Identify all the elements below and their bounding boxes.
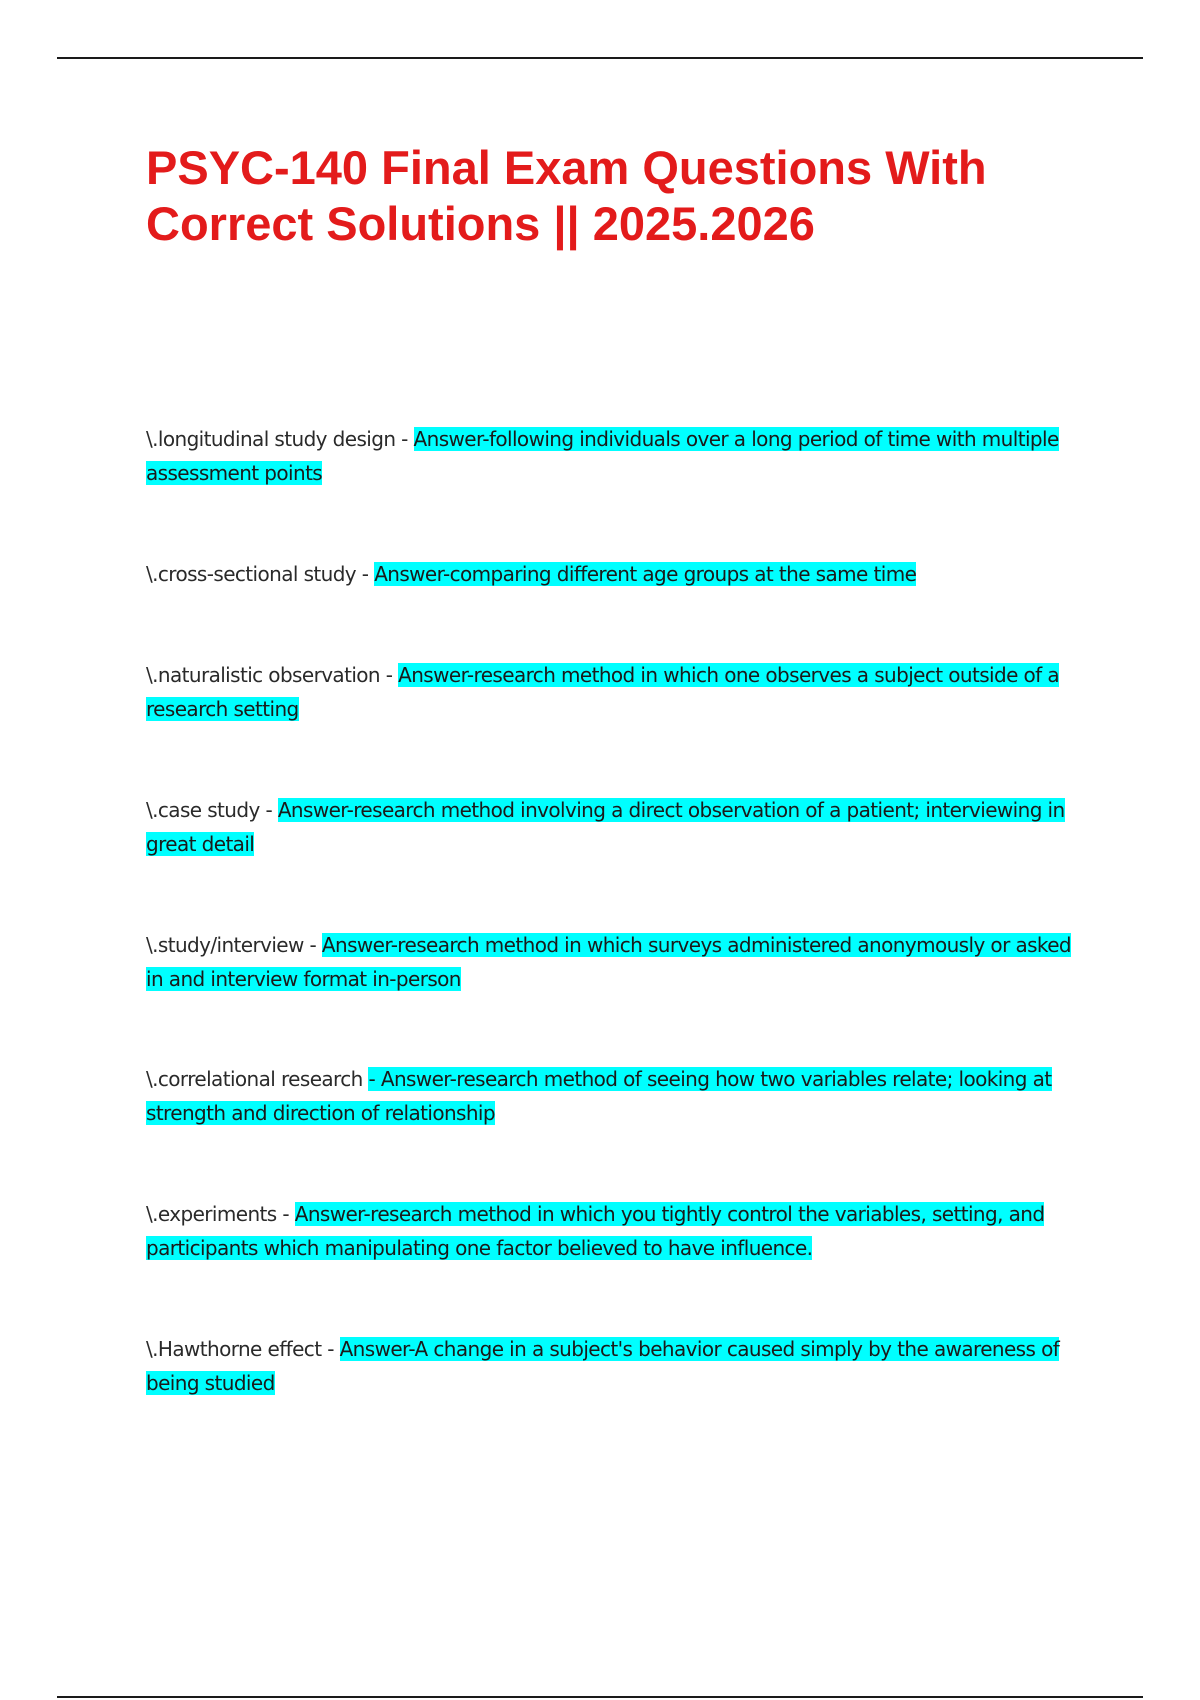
- qa-term: \.longitudinal study design: [146, 427, 396, 451]
- bottom-rule: [57, 1696, 1143, 1698]
- qa-term: \.experiments: [146, 1202, 277, 1226]
- qa-answer: - Answer-research method of seeing how two variables relate; looking at strength and direction of relationship: [146, 1067, 1052, 1125]
- qa-separator: -: [321, 1337, 340, 1361]
- qa-separator: -: [356, 562, 375, 586]
- qa-answer: Answer-research method in which surveys administered anonymously or asked in and interview format in-person: [146, 933, 1071, 991]
- qa-answer: Answer-research method in which you tightly control the variables, setting, and participants which manipulating one factor believed to have influence.: [146, 1202, 1045, 1260]
- qa-separator: -: [395, 427, 414, 451]
- top-rule: [57, 57, 1143, 59]
- qa-item-naturalistic: [146, 658, 1081, 726]
- document-title: PSYC-140 Final Exam Questions With Correct Solutions || 2025.2026: [146, 141, 987, 250]
- qa-item-longitudinal: [146, 422, 1081, 490]
- qa-item-case-study: [146, 793, 1081, 861]
- qa-answer: Answer-following individuals over a long period of time with multiple assessment points: [146, 427, 1059, 485]
- qa-term: \.cross-sectional study: [146, 562, 357, 586]
- qa-term: \.correlational research: [146, 1067, 363, 1091]
- qa-item-correlational: [146, 1062, 1081, 1130]
- qa-separator: -: [303, 933, 322, 957]
- qa-answer: Answer-A change in a subject's behavior caused simply by the awareness of being studied: [146, 1337, 1060, 1395]
- qa-separator: -: [259, 798, 278, 822]
- qa-answer: Answer-research method in which one observes a subject outside of a research setting: [146, 663, 1060, 721]
- qa-term: \.Hawthorne effect: [146, 1337, 322, 1361]
- qa-separator: -: [276, 1202, 295, 1226]
- qa-item-hawthorne: [146, 1332, 1081, 1400]
- qa-answer: Answer-comparing different age groups at the same time: [374, 562, 917, 586]
- qa-item-study-interview: [146, 928, 1081, 996]
- qa-term: \.case study: [146, 798, 260, 822]
- qa-item-cross-sectional: [146, 557, 1081, 591]
- qa-item-experiments: [146, 1197, 1081, 1265]
- qa-answer: Answer-research method involving a direct observation of a patient; interviewing in great detail: [146, 798, 1065, 856]
- qa-term: \.naturalistic observation: [146, 663, 380, 687]
- qa-term: \.study/interview: [146, 933, 304, 957]
- qa-separator: -: [380, 663, 399, 687]
